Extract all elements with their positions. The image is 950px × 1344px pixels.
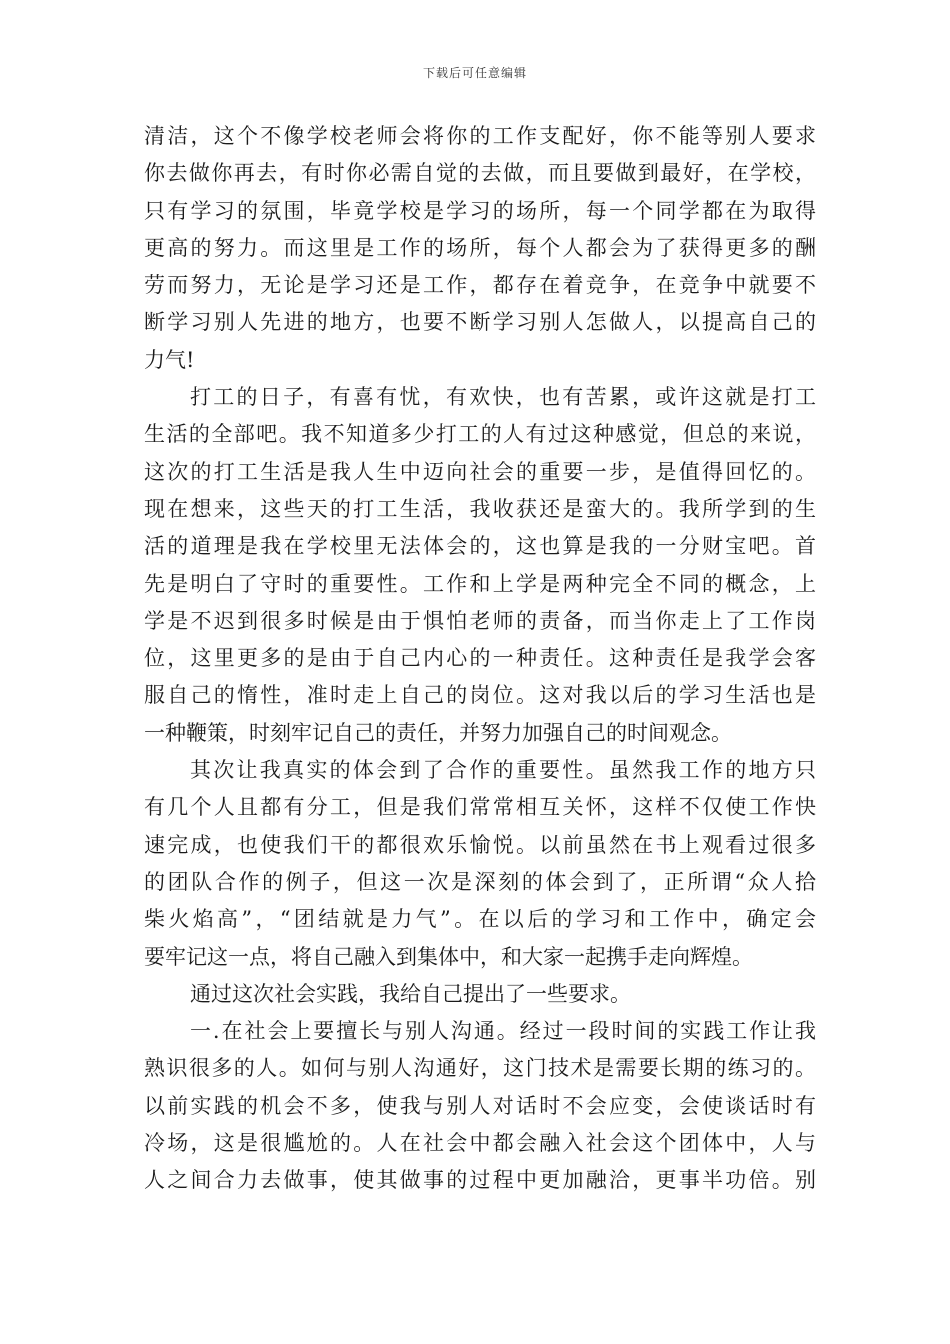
text-line: 劳而努力，无论是学习还是工作，都存在着竞争，在竞争中就要不 — [144, 273, 816, 298]
text-line: 学是不迟到很多时候是由于惧怕老师的责备，而当你走上了工作岗 — [144, 608, 816, 633]
paragraph — [144, 1013, 816, 1199]
paragraph — [144, 752, 816, 976]
paragraph — [144, 976, 816, 1013]
text-line: 一.在社会上要擅长与别人沟通。经过一段时间的实践工作让我 — [190, 1019, 816, 1044]
text-line: 柴火焰高”，“团结就是力气”。在以后的学习和工作中，确定会 — [144, 907, 816, 932]
text-line: 这次的打工生活是我人生中迈向社会的重要一步，是值得回忆的。 — [144, 459, 816, 484]
text-line: 服自己的惰性，准时走上自己的岗位。这对我以后的学习生活也是 — [144, 683, 816, 708]
text-line: 力气! — [144, 347, 195, 372]
text-line: 先是明白了守时的重要性。工作和上学是两种完全不同的概念，上 — [144, 571, 816, 596]
document-body — [144, 118, 816, 1200]
text-line: 打工的日子，有喜有忧，有欢快，也有苦累，或许这就是打工 — [190, 385, 816, 410]
paragraph — [144, 379, 816, 752]
text-line: 人之间合力去做事，使其做事的过程中更加融洽，更事半功倍。别 — [144, 1168, 816, 1193]
text-line: 有几个人且都有分工，但是我们常常相互关怀，这样不仅使工作快 — [144, 795, 816, 820]
text-line: 要牢记这一点，将自己融入到集体中，和大家一起携手走向辉煌。 — [144, 944, 753, 969]
text-line: 速完成，也使我们干的都很欢乐愉悦。以前虽然在书上观看过很多 — [144, 832, 816, 857]
text-line: 的团队合作的例子，但这一次是深刻的体会到了，正所谓“众人拾 — [144, 869, 816, 894]
text-line: 生活的全部吧。我不知道多少打工的人有过这种感觉，但总的来说， — [144, 422, 816, 447]
text-line: 通过这次社会实践，我给自己提出了一些要求。 — [190, 981, 631, 1006]
text-line: 只有学习的氛围，毕竟学校是学习的场所，每一个同学都在为取得 — [144, 198, 816, 223]
text-line: 冷场，这是很尴尬的。人在社会中都会融入社会这个团体中，人与 — [144, 1131, 816, 1156]
text-line: 清洁，这个不像学校老师会将你的工作支配好，你不能等别人要求 — [144, 124, 816, 148]
paragraph — [144, 118, 816, 379]
text-line: 一种鞭策，时刻牢记自己的责任，并努力加强自己的时间观念。 — [144, 720, 732, 745]
text-line: 现在想来，这些天的打工生活，我收获还是蛮大的。我所学到的生 — [144, 496, 816, 521]
text-line: 其次让我真实的体会到了合作的重要性。虽然我工作的地方只 — [190, 758, 816, 783]
text-line: 熟识很多的人。如何与别人沟通好，这门技术是需要长期的练习的。 — [144, 1056, 816, 1081]
text-line: 位，这里更多的是由于自己内心的一种责任。这种责任是我学会客 — [144, 646, 816, 671]
text-line: 以前实践的机会不多，使我与别人对话时不会应变，会使谈话时有 — [144, 1093, 816, 1118]
page-header: 下载后可任意编辑 — [422, 66, 527, 80]
text-line: 活的道理是我在学校里无法体会的，这也算是我的一分财宝吧。首 — [144, 534, 816, 559]
text-line: 更高的努力。而这里是工作的场所，每个人都会为了获得更多的酬 — [144, 235, 816, 260]
text-line: 断学习别人先进的地方，也要不断学习别人怎做人，以提高自己的 — [144, 310, 816, 335]
text-line: 你去做你再去，有时你必需自觉的去做，而且要做到最好，在学校， — [144, 161, 816, 186]
